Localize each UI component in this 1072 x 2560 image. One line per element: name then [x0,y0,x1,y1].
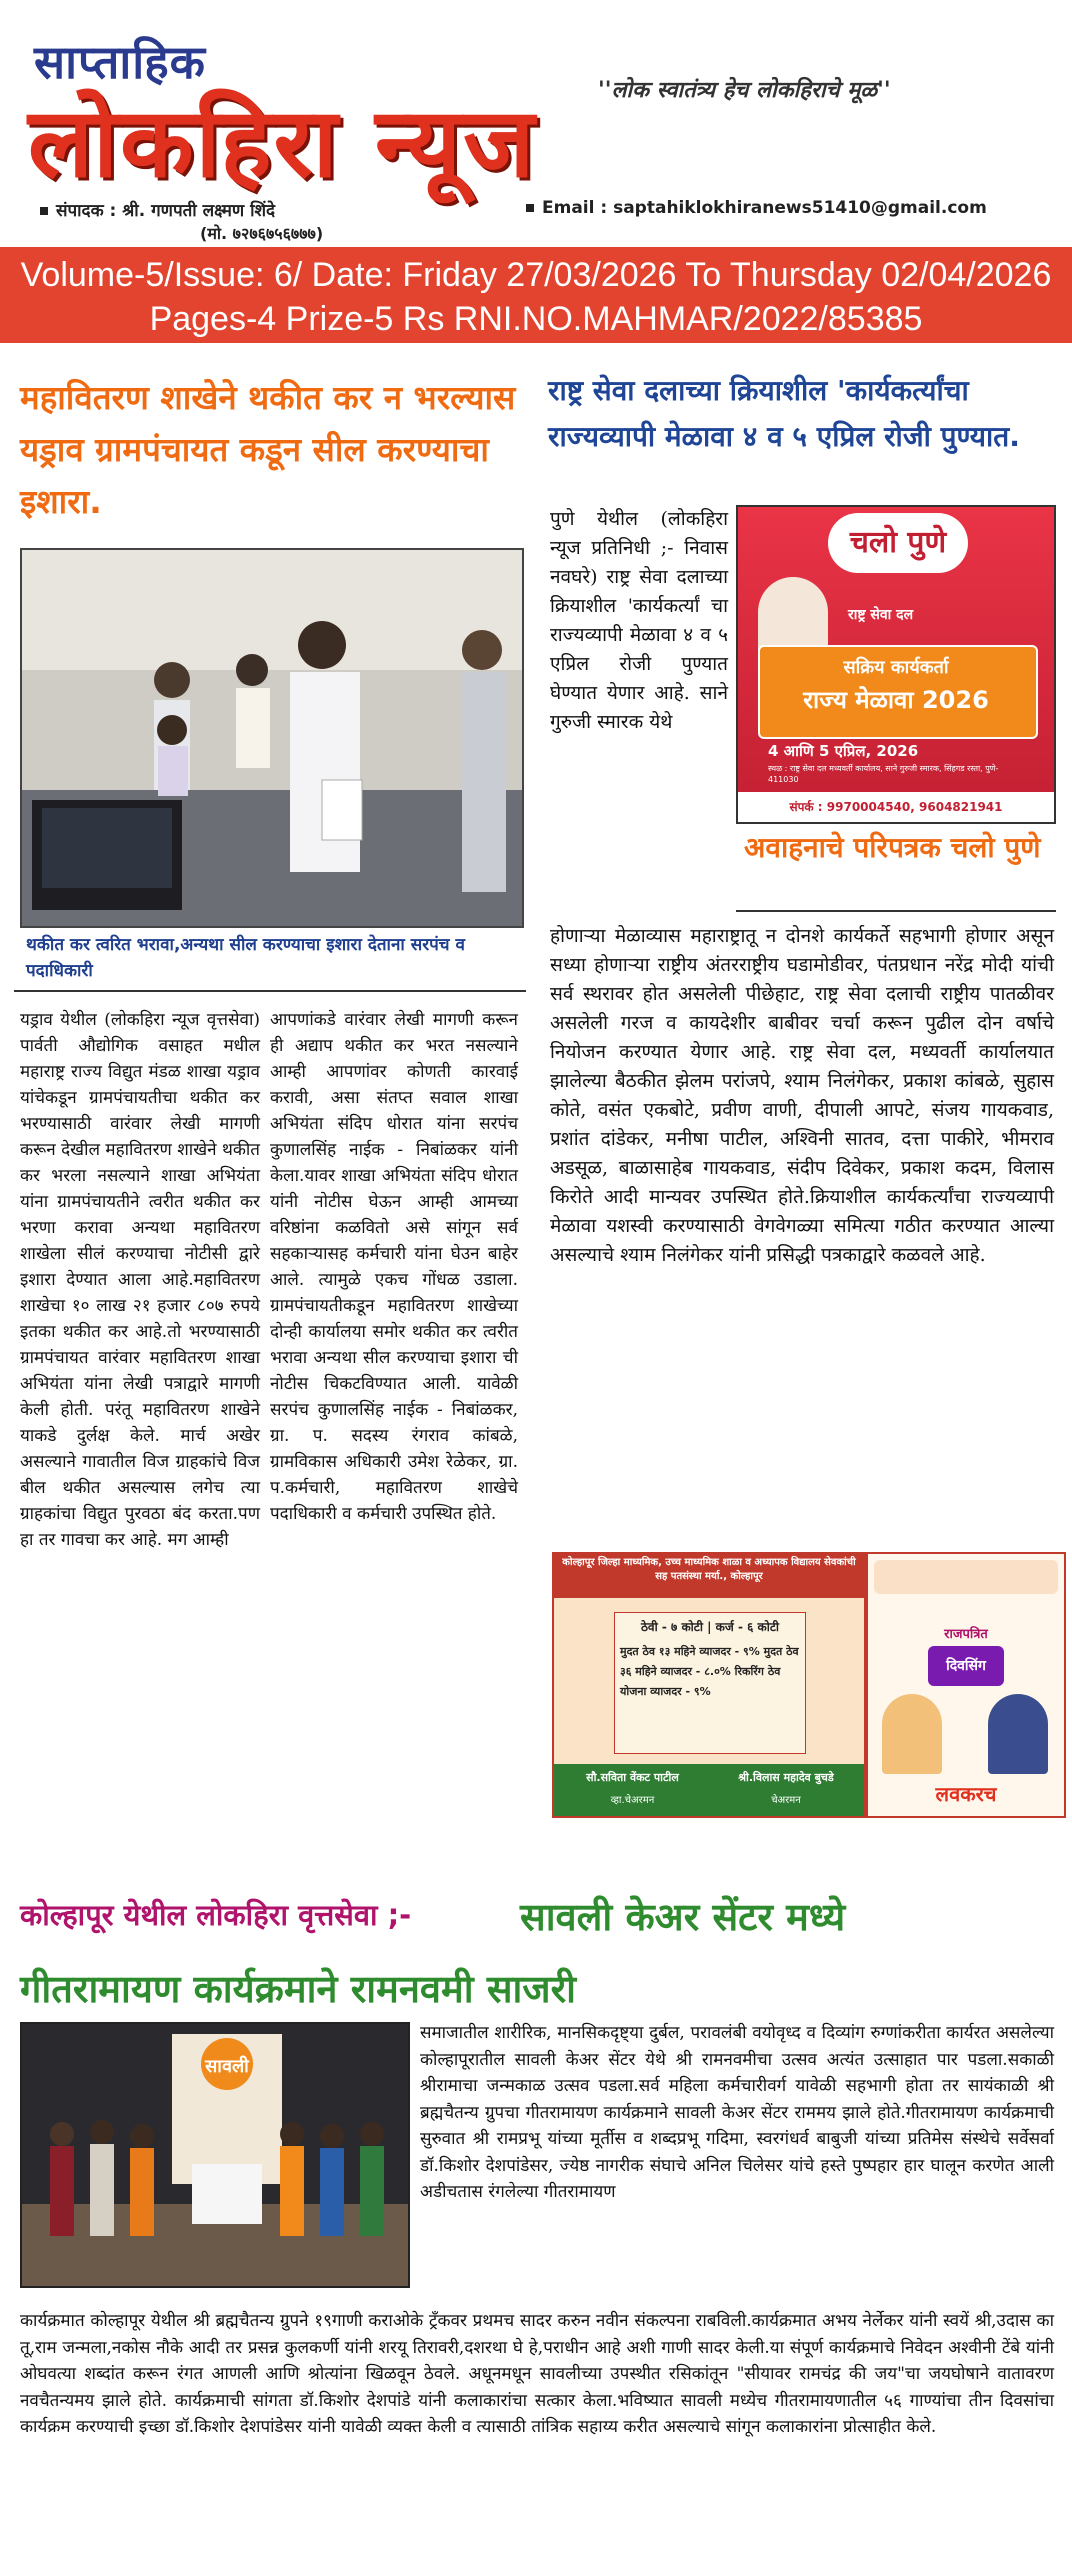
article2-headline: राष्ट्र सेवा दलाच्या क्रियाशील 'कार्यकर्त्यांचा राज्यव्यापी मेळावा ४ व ५ एप्रिल रोजी पुण्यात. [548,374,1020,453]
ad1-person2-role: चेअरमन [771,1795,801,1806]
masthead-weekly: साप्ताहिक [34,35,206,89]
article1-headline: महावितरण शाखेने थकीत कर न भरल्यास यड्राव ग्रामपंचायत कडून सील करण्याचा इशारा. [20,378,516,521]
editor-phone: (मो. ७२७६७५६७७७) [200,224,324,243]
poster-dates: 4 आणि 5 एप्रिल, 2026 [768,742,919,760]
invite-divider [736,910,1056,912]
masthead-editor [40,198,275,221]
editor-name: संपादक : श्री. गणपती लक्ष्मण शिंदे [56,201,276,221]
ad2-footer: लवकरच [935,1782,997,1806]
masthead [0,0,1072,245]
poster-chalo: चलो पुणे [828,513,968,573]
masthead-title: लोकहिरा न्यूज [28,86,537,199]
article3-headline-line2: गीतरामायण कार्यक्रमाने रामनवमी साजरी [20,1967,576,2011]
article1-caption: थकीत कर त्वरित भरावा,अन्यथा सील करण्याचा इशारा देताना सरपंच व पदाधिकारी [26,935,465,981]
banner-label: सावली [205,2056,249,2077]
article2-body: होणाऱ्या मेळाव्यास महाराष्ट्रातू न दोनशे कार्यकर्ते सहभागी होणार असून सध्या होणाऱ्या राष्ट्रीय अंतरराष्ट्रीय घडामोडीवर, पंतप्रधान नरेंद्र मोदी यांची सर्व स्थरावर होत असलेली पीछेहाट, राष्ट्र सेवा दलाची राष्ट्रीय पातळीवर असलेली गरज व कायदेशीर बाबीवर चर्चा करून पुढील दोन वर्षाचे नियोजन करण्यात येणार आहे. राष्ट्र सेवा दल, मध्यवर्ती कार्यालयात झालेल्या बैठकीत झेलम परांजपे, श्याम निलंगेकर, प्रकाश कांबळे, सुहास कोते, वसंत एकबोटे, प्रवीण वाणी, दीपाली आपटे, संजय गायकवाड, प्रशांत दांडेकर, मनीषा पाटील, अश्विनी सातव, दत्ता पाकीरे, भीमराव अडसूळ, बाळासाहेब गायकवाड, संदीप दिवेकर, प्रकाश कदम, विलास किरोते आदी मान्यवर उपस्थित होते.क्रियाशील कार्यकर्त्यांचा राज्यव्यापी मेळावा यशस्वी करण्यासाठी वेगवेगळ्या समित्या गठीत करण्यात आल्या असल्याचे श्याम निलंगेकर यांनी प्रसिद्धी पत्रकाद्वारे कळवले आहे. [550,925,1054,1266]
masthead-email [526,198,987,218]
article3-headline-line1: सावली केअर सेंटर मध्ये [520,1895,846,1939]
article3-kicker: कोल्हापूर येथील लोकहिरा वृत्तसेवा ;- [20,1898,412,1932]
poster-contact: संपर्क : 9970004540, 9604821941 [789,800,1003,814]
poster-line1: सक्रिय कार्यकर्ता [843,657,949,678]
article3-photo-illustration [22,2024,408,2286]
ad1-person1: सौ.सविता वेंकट पाटील [586,1771,679,1784]
article1-photo-illustration [22,550,522,926]
ad1-person1-role: व्हा.चेअरमन [610,1795,655,1806]
poster-org: राष्ट्र सेवा दल [848,607,914,623]
article3-body-full: कार्यक्रमात कोल्हापूर येथील श्री ब्रह्मचैतन्य ग्रुपने १९गाणी कराओके ट्रँकवर प्रथमच सादर करुन नवीन संकल्पना राबविली.कार्यक्रमात अभय नेर्लेकर यांनी स्वयें श्री,उदास का तू,राम जन्मला,नकोस नौके आदी तर प्रसन्न कुलकर्णी यांनी शरयू तिरावरी,दशरथा घे हे,पराधीन आहे अशी गाणी सादर केली.या संपूर्ण कार्यक्रमाचे निवेदन अश्वीनी टेंबे यांनी ओघवत्या शब्दांत करून रंगत आणली आणि श्रोत्यांना खिळवून ठेवले. अधूनमधून सावलीच्या उपस्थीत रसिकांतून "सीयावर रामचंद्र की जय"चा जयघोषाने वातावरण नवचैतन्यमय झाले होते. कार्यक्रमाची सांगता डॉ.किशोर देशपांडे यांनी कलाकारांचा सत्कार केला.भविष्यात सावली मध्येच गीतरामायणातील ५६ गाण्यांचा तीन दिवसांचा कार्यक्रम करण्याची इच्छा डॉ.किशोर देशपांडेसर यांनी यावेळी व्यक्त केली व त्यासाठी तांत्रिक सहाय्य करीत असल्याचे सांगून कलाकारांना प्रोत्साहीत केले. [20,2311,1054,2437]
invite-heading: अवाहनाचे परिपत्रक चलो पुणे [744,831,1041,864]
article1-column-2: आपणांकडे वारंवार लेखी मागणी करून ही अद्याप थकीत कर भरत नसल्याने आम्ही आपणांवर कोणती कारवाई करावी, असा संतप्त सवाल शाखा अभियंता संदिप धोरात यांना सरपंच कुणालसिंह नाईक - निबांळकर यांनी केला.यावर शाखा अभियंता संदिप धोरात यांनी नोटीस घेऊन आम्ही आमच्या वरिष्ठांना कळवितो असे सांगून सर्व सहकाऱ्यासह कर्मचारी यांना घेउन बाहेर आले. त्यामुळे एकच गोंधळ उडाला. ग्रामपंचायतीकडून महावितरण शाखेच्या दोन्ही कार्यालया समोर थकीत कर त्वरीत भरावा अन्यथा सील करण्याचा इशारा ची नोटीस चिकटविण्यात आली. यावेळी सरपंच कुणालसिंह नाईक - निबांळकर, ग्रा. प. सदस्य रंगराव कांबळे, ग्रामविकास अधिकारी उमेश रेळेकर, ग्रा. प.कर्मचारी, महावितरण शाखेचे पदाधिकारी व कर्मचारी उपस्थित होते. [270,1010,518,1524]
email-text: Email : saptahiklokhiranews51410@gmail.com [542,198,987,218]
ad2-title: राजपत्रित [944,1627,988,1642]
article3-body-right: समाजातील शारीरिक, मानसिकदृष्ट्या दुर्बल, परावलंबी वयोवृध्द व दिव्यांग रुग्णांकरीता कार्यरत असलेल्या कोल्हापूरातील सावली केअर सेंटर येथे श्री रामनवमीचा उत्सव अत्यंत उत्साहात पार पडला.सकाळी श्रीरामाचा जन्मकाळ उत्सव पडला.सर्व महिला कर्मचारीवर्ग यावेळी सहभागी होता तर सायंकाळी श्री ब्रह्मचैतन्य ग्रुपचा गीतरामायण कार्यक्रमाने सावली केअर सेंटर राममय झाले होते.गीतरामायण कार्यक्रमाची सुरुवात श्री रामप्रभू यांच्या मूर्तीस व शब्दप्रभू गदिमा, स्वरगंधर्व बाबुजी यांच्या प्रतिमेस संस्थेचे सर्वेसर्वा डॉ.किशोर देशपांडेसर, ज्येष्ठ नागरीक संघाचे अनिल चिलेसर यांचे हस्ते पुष्पहार हार घालून करणेत आली अडीचतास रंगलेल्या गीतरामायण [420,2023,1054,2202]
ad1-title: कोल्हापूर जिल्हा माध्यमिक, उच्च माध्यमिक शाळा व अध्यापक विद्यालय सेवकांची सह पतसंस्था मर्या., कोल्हापूर [554,1554,864,1598]
poster-line2: राज्य मेळावा 2026 [803,686,989,714]
ad1-person2: श्री.विलास महादेव बुचडे [738,1771,834,1784]
chalo-pune-poster [736,505,1056,824]
article1-photo [20,548,524,928]
article1-column-1: यड्राव येथील (लोकहिरा न्यूज वृत्तसेवा) पार्वती औद्योगिक वसाहत मधील महाराष्ट्र राज्य विद्युत मंडळ शाखा यड्राव यांचेकडून ग्रामपंचायतीचा थकीत कर भरण्यासाठी वारंवार लेखी मागणी करून देखील महावितरण शाखेने थकीत कर भरला नसल्याने शाखा अभियंता यांना ग्रामपंचायतीने त्वरीत थकीत कर भरणा करावा अन्यथा महावितरण शाखेला सीलं करण्याचा नोटीसी द्वारे इशारा देण्यात आला आहे.महावितरण शाखेचा १० लाख २१ हजार ८०७ रुपये इतका थकीत कर आहे.तो भरण्यासाठी ग्रामपंचायत वारंवार महावितरण शाखा अभियंता यांना लेखी पत्राद्वारे मागणी केली होती. परंतू महावितरण शाखेने याकडे दुर्लक्ष केले. मार्च अखेर असल्याने गावातील विज ग्राहकांचे विज बील थकीत असल्यास लगेच त्या ग्राहकांचा विद्युत पुरवठा बंद करता.पण हा तर गावचा कर आहे. मग आम्ही [20,1010,260,1550]
ad1-rates: मुदत ठेव १३ महिने व्याजदर - ९% मुदत ठेव ३६ महिने व्याजदर - ८.०% रिकरिंग ठेव योजना व्याजदर - ९% [620,1645,799,1698]
ad1-stats: ठेवी - ७ कोटी | कर्ज - ६ कोटी [640,1620,780,1634]
article2-intro: पुणे येथील (लोकहिरा न्यूज प्रतिनिधी ;- निवास नवघरे) राष्ट्र सेवा दलाच्या क्रियाशील 'कार्यकर्त्यां चा राज्यव्यापी मेळावा ४ व ५ एप्रिल रोजी पुण्यात घेण्यात येणार आहे. साने गुरुजी स्मारक येथे [550,508,728,733]
ad-upcoming [866,1552,1066,1818]
volume-bar: Volume-5/Issue: 6/ Date: Friday 27/03/2026 To Thursday 02/04/2026 Pages-4 Prize-5 Rs RNI.NO.MAHMAR/2022/85385 [0,247,1072,343]
masthead-motto: ''लोक स्वातंत्र्य हेच लोकहिराचे मूळ'' [598,78,891,103]
ad2-highlight: दिवसिंग [928,1646,1004,1686]
ad-credit-society [552,1552,866,1818]
poster-venue: स्थळ : राष्ट्र सेवा दल मध्यवर्ती कार्यालय, साने गुरुजी स्मारक, सिंहगड रस्ता, पुणे- 411030 [768,764,999,784]
article3-photo [20,2022,410,2288]
article1-divider [14,990,526,992]
